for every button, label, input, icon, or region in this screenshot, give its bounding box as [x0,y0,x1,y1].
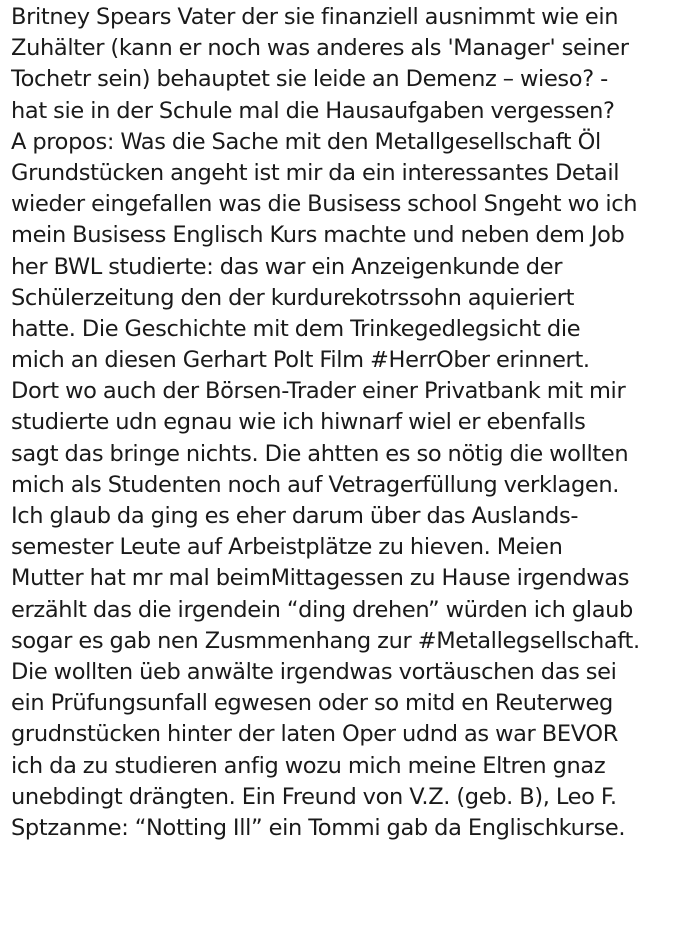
text-line-2: Zuhälter (kann er noch was anderes als 'Manager' seiner [11,35,629,62]
text-line-1: Britney Spears Vater der sie finanziell ausnimmt wie ein [11,4,619,30]
text-line-27: Sptzanme: “Notting Ill” ein Tommi gab da Englischkurse. [11,814,626,841]
text-line-26: unebdingt drängten. Ein Freund von V.Z. (geb. B), Leo F. [11,783,617,810]
text-line-5: A propos: Was die Sache mit den Metallgesellschaft Öl [11,128,601,155]
text-line-15: sagt das bringe nichts. Die ahtten es so nötig die wollten [11,440,629,467]
text-line-13: Dort wo auch der Börsen-Trader einer Privatbank mit mir [11,378,626,405]
text-line-3: Tochetr sein) behauptet sie leide an Demenz – wieso? - [11,66,608,93]
text-line-14: studierte udn egnau wie ich hiwnarf wiel er ebenfalls [11,409,586,436]
text-line-12: mich an diesen Gerhart Polt Film #HerrOber erinnert. [11,347,590,374]
text-line-24: grudnstücken hinter der laten Oper udnd as war BEVOR [11,721,618,748]
text-line-17: Ich glaub da ging es eher darum über das Auslands- [11,503,579,529]
text-line-4: hat sie in der Schule mal die Hausaufgaben vergessen? [11,97,615,124]
text-line-20: erzählt das die irgendein “ding drehen” würden ich glaub [11,596,633,623]
text-line-8: mein Busisess Englisch Kurs machte und neben dem Job [11,222,625,249]
text-line-21: sogar es gab nen Zusmmenhang zur #Metallegsellschaft. [11,627,640,654]
text-line-7: wieder eingefallen was die Busisess school Sngeht wo ich [11,191,638,218]
text-line-22: Die wollten üeb anwälte irgendwas vortäuschen das sei [11,658,617,685]
body-text [11,2,679,844]
text-line-6: Grundstücken angeht ist mir da ein interessantes Detail [11,159,620,186]
text-line-16: mich als Studenten noch auf Vetragerfüllung verklagen. [11,471,620,498]
text-line-18: semester Leute auf Arbeistplätze zu hieven. Meien [11,534,563,561]
text-line-23: ein Prüfungsunfall egwesen oder so mitd en Reuterweg [11,690,613,717]
text-line-11: hatte. Die Geschichte mit dem Trinkegedlegsicht die [11,315,581,342]
text-line-9: her BWL studierte: das war ein Anzeigenkunde der [11,253,563,280]
text-line-25: ich da zu studieren anfig wozu mich meine Eltren gnaz [11,752,606,779]
text-line-19: Mutter hat mr mal beimMittagessen zu Hause irgendwas [11,565,630,592]
text-line-10: Schülerzeitung den der kurdurekotrssohn aquieriert [11,284,575,311]
